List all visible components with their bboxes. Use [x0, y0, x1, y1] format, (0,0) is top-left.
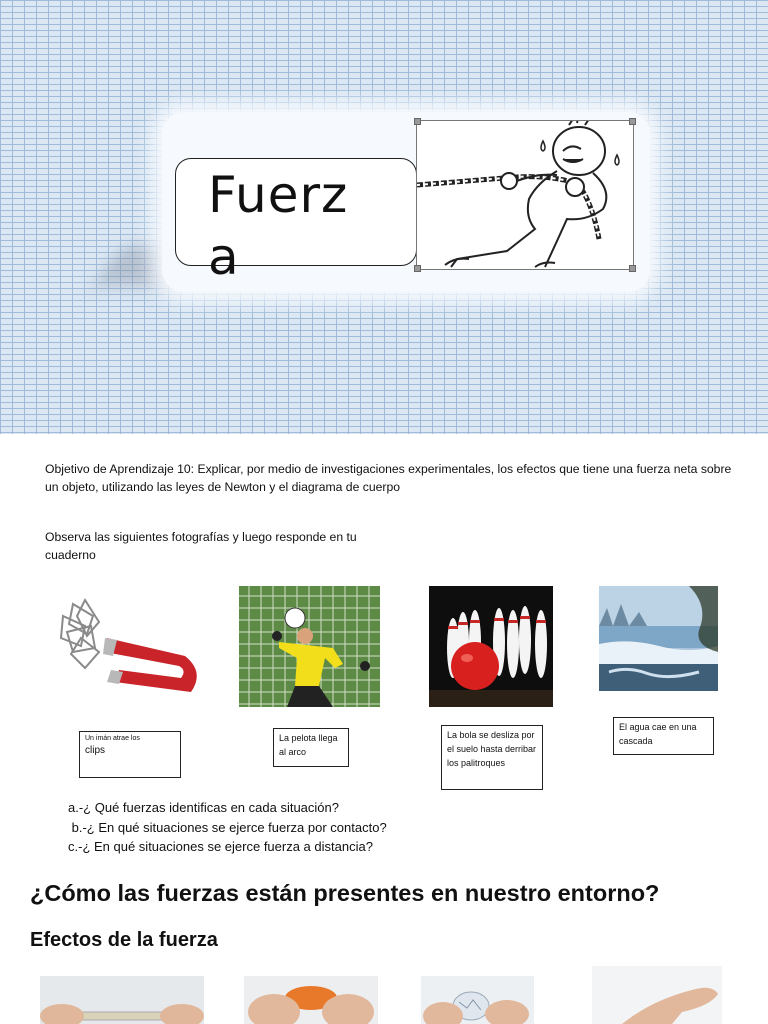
crumple-paper-photo: [421, 976, 534, 1024]
magnet-photo: [45, 586, 200, 712]
question-list: [68, 798, 387, 857]
squeeze-clay-photo: [244, 976, 378, 1024]
question-b: b.-¿ En qué situaciones se ejerce fuerza por contacto?: [68, 819, 387, 835]
learning-objective: Objetivo de Aprendizaje 10: Explicar, por medio de investigaciones experimentales, los efectos que tiene una fuerza neta sobre un objeto, utilizando las leyes de Newton y el diagrama de cuerpo: [45, 462, 732, 494]
question-c: c.-¿ En qué situaciones se ejerce fuerza a distancia?: [68, 839, 373, 854]
bowling-caption: La bola se desliza por el suelo hasta derribar los palitroques: [441, 725, 543, 790]
waterfall-caption: El agua cae en una cascada: [613, 717, 714, 755]
section-heading: ¿Cómo las fuerzas están presentes en nuestro entorno?: [30, 880, 660, 906]
push-hand-photo: [592, 966, 722, 1024]
subsection-heading: Efectos de la fuerza: [30, 929, 218, 951]
waterfall-photo: [599, 586, 718, 691]
bowling-photo: [429, 586, 553, 707]
instruction-text: Observa las siguientes fotografías y luego responde en tu cuaderno: [45, 530, 357, 562]
magnet-caption: Un imán atrae los clips: [79, 731, 181, 778]
tug-of-war-illustration: [416, 120, 634, 270]
stretch-ruler-photo: [40, 976, 204, 1024]
page-title: Fuerza: [208, 166, 349, 286]
title-banner: [0, 0, 768, 434]
goalkeeper-photo: [239, 586, 380, 707]
question-a: a.-¿ Qué fuerzas identificas en cada situación?: [68, 800, 339, 815]
goalkeeper-caption: La pelota llega al arco: [273, 728, 349, 767]
